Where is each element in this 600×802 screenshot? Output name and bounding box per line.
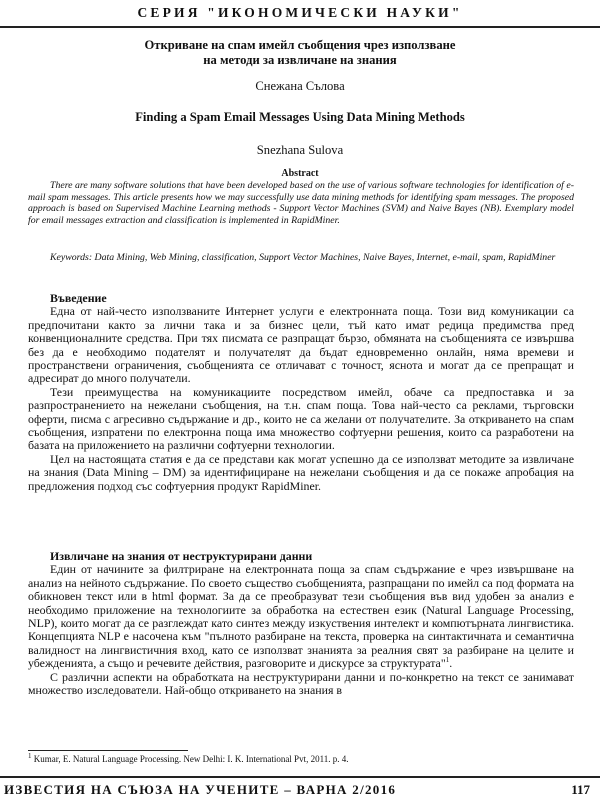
article-title-english: Finding a Spam Email Messages Using Data Mining Methods [135, 110, 465, 124]
knowledge-extraction-section [28, 550, 574, 697]
paragraph: Тези преимущества на комуникациите посредством имейл, обаче са предпоставка и за разпространението на нежелани съобщения, на т.н. спам поща. Това най-често са реклами, търговски оферти, писма с агресивно съдържание и др., които не са желани от получателите. За откриването на спам съобщения, изпратени по електронна поща има множество софтуерни решения, които са разработени на базата на приложението на различни софтуерни технологии. [28, 384, 574, 453]
footnote-divider [28, 750, 188, 751]
section-heading-introduction: Въведение [50, 291, 107, 305]
footnote [28, 754, 574, 764]
author-english: Snezhana Sulova [256, 143, 344, 157]
page-footer [0, 776, 600, 802]
keywords: Keywords: Data Mining, Web Mining, classification, Support Vector Machines, Naive Bayes, Internet, e-mail, spam, RapidMiner [50, 252, 556, 263]
footnote-mark: 1 [28, 752, 32, 760]
journal-name: ИЗВЕСТИЯ НА СЪЮЗА НА УЧЕНИТЕ – ВАРНА 2/2016 [4, 782, 397, 797]
title-line-2: на методи за извличане на знания [203, 53, 397, 67]
title-line-1: Откриване на спам имейл съобщения чрез използване [144, 38, 456, 52]
author-bulgarian: Снежана Сълова [255, 79, 345, 93]
article-title-bulgarian [50, 38, 550, 68]
footnote-text: Kumar, E. Natural Language Processing. New Delhi: I. K. International Pvt, 2011. p. 4. [33, 754, 349, 764]
paragraph: С различни аспекти на обработката на неструктурирани данни и по-конкретно на текст се занимават множество изследователи. Най-общо откриването на знания в [28, 669, 574, 698]
footnote-reference[interactable]: 1 [445, 656, 450, 665]
paragraph: Една от най-често използваните Интернет услуги е електронната поща. Този вид комуникации са предпочитани както за лични така и за бизнес цели, тъй като имат редица предимства пред конвенционалните средства. При тях писмата се разпращат бързо, обмяната на съобщенията се извършва без да е необходимо подателят и получателят да бъдат едновременно онлайн, няма времеви и пространствени ограничения, съобщенията се отличават с точност, яснота и могат да се препращат и адресират до много получатели. [28, 304, 574, 386]
page-number: 117 [571, 782, 590, 797]
abstract-heading: Abstract [281, 168, 319, 179]
section-heading-knowledge-extraction: Извличане на знания от неструктурирани данни [50, 549, 313, 563]
paragraph: Цел на настоящата статия е да се представи как могат успешно да се използват методите за извличане на знания (Data Mining – DM) за идентифициране на нежелани съобщения и да се покаже апробация на предложения подход със софтуерния продукт RapidMiner. [28, 451, 574, 493]
paragraph [28, 563, 574, 670]
series-title: СЕРИЯ "ИКОНОМИЧЕСКИ НАУКИ" [137, 5, 463, 20]
abstract-text: There are many software solutions that have been developed based on the use of various software technologies for identification of e-mail spam messages. This article presents how we may successfully use data mining methods for identifying spam messages. The proposed approach is based on Supervised Machine Learning methods - Support Vector Machines (SVM) and Naive Bayes (NB). Exemplary model for email messages extraction and classification is implemented in RapidMiner. [28, 180, 574, 226]
paragraph-text: Един от начините за филтриране на електронната поща за спам съдържание е чрез извършване на анализ на нейното съдържание. По своето същество съобщенията, разпращани по имейл са под формата на обикновен текст или в html формат. За да се преобразуват тези съобщения във вид удобен за анализ е необходимо приложение на технологиите за обработка на естествен език (Natural Language Processing, NLP), които могат да се разглеждат като синтез между изкуствения интелект и компютърната лингвистика. Концепцията NLP е насочена към "пълното разбиране на текста, проверка на синтактичната и семантична валидност на лингвистичния вход, като се използват знанията за реалния свят за разбиране на целите и убежденията, а също и речевите действия, разговорите и дискурсе за структурата" [28, 562, 574, 671]
introduction-section [28, 292, 574, 493]
paragraph-end: . [449, 656, 453, 671]
series-header [0, 0, 600, 28]
